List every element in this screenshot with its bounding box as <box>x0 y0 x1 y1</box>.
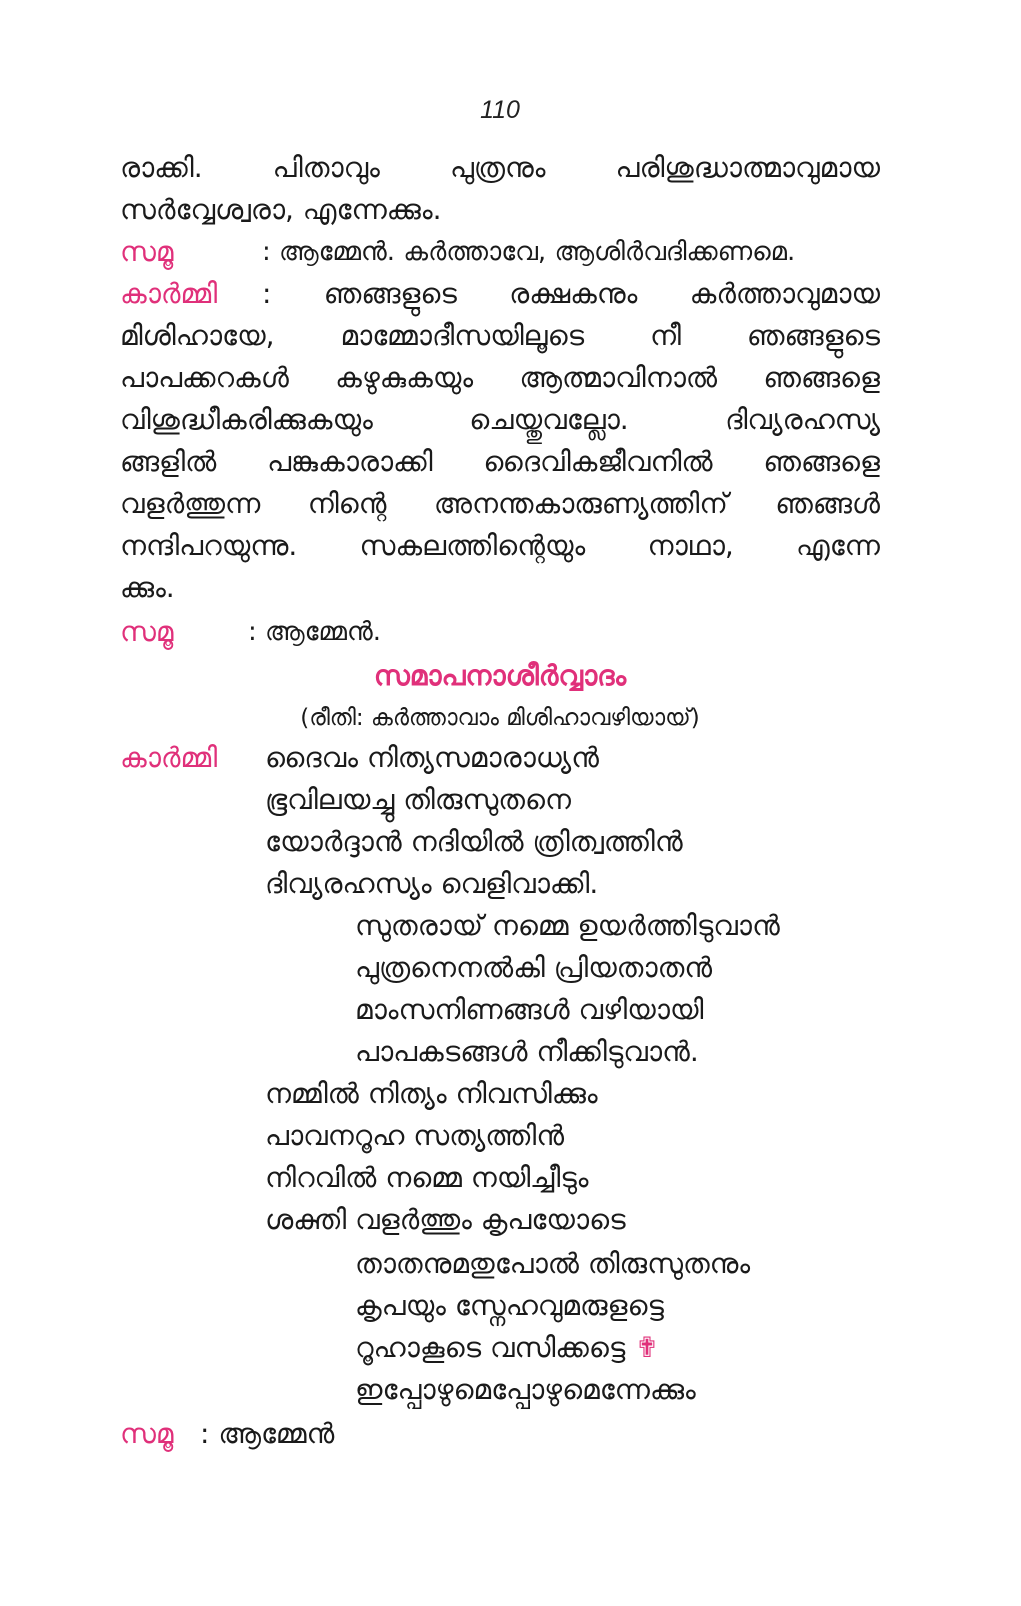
hymn-line: ഭൂവിലയച്ചു തിരുസുതനെ <box>265 783 571 816</box>
hymn-line: യോർദ്ദാൻ നദിയിൽ ത്രിത്വത്തിൻ <box>265 825 683 858</box>
hymn-line-text: റൂഹാകൂടെ വസിക്കട്ടെ <box>355 1331 626 1364</box>
prose-line: രാക്കി. പിതാവും പുത്രനും പരിശുദ്ധാത്മാവുമായ <box>120 151 880 184</box>
section-title: സമാപനാശീർവ്വാദം <box>373 659 627 692</box>
prayer-line: വളർത്തുന്ന നിന്റെ അനന്തകാരുണ്യത്തിന് ഞങ്ങൾ <box>120 487 880 520</box>
speaker-label-congregation: സമൂ <box>120 235 174 268</box>
hymn-line: ശക്തി വളർത്തും കൃപയോടെ <box>265 1203 626 1236</box>
hymn-line-with-cross <box>355 1328 659 1368</box>
prayer-line: : ഞങ്ങളുടെ രക്ഷകനും കർത്താവുമായ <box>262 277 880 310</box>
prose-line: സർവ്വേശ്വരാ, എന്നേക്കും. <box>120 193 442 226</box>
page-number: 110 <box>480 96 520 124</box>
prayer-line: മിശിഹായേ, മാമ്മോദീസയിലൂടെ നീ ഞങ്ങളുടെ <box>120 319 880 352</box>
hymn-line: പാവനറൂഹ സത്യത്തിൻ <box>265 1119 565 1152</box>
hymn-line: താതനുമതുപോൽ തിരുസുതനും <box>355 1247 751 1280</box>
hymn-line: ഇപ്പോഴുമെപ്പോഴുമെന്നേക്കും <box>355 1373 696 1406</box>
prayer-line: ങ്ങളിൽ പങ്കുകാരാക്കി ദൈവികജീവനിൽ ഞങ്ങളെ <box>120 445 880 478</box>
response-text: : ആമ്മേൻ. <box>248 617 382 647</box>
hymn-line: ദൈവം നിത്യസമാരാധ്യൻ <box>265 741 599 774</box>
cross-icon: ✟ <box>635 1331 659 1364</box>
hymn-line: പാപകടങ്ങൾ നീക്കിടുവാൻ. <box>355 1035 699 1068</box>
section-subtitle: (രീതി: കർത്താവാം മിശിഹാവഴിയായ്) <box>300 705 700 731</box>
prayer-line: ക്കും. <box>120 571 175 604</box>
prayer-line: നന്ദിപറയുന്നു. സകലത്തിന്റെയും നാഥാ, എന്നേ <box>120 529 880 562</box>
response-text: : ആമ്മേൻ <box>200 1417 335 1450</box>
hymn-line: നമ്മിൽ നിത്യം നിവസിക്കും <box>265 1077 598 1110</box>
hymn-line: ദിവ്യരഹസ്യം വെളിവാക്കി. <box>265 867 599 900</box>
hymn-line: സുതരായ് നമ്മെ ഉയർത്തിടുവാൻ <box>355 909 780 942</box>
speaker-label-celebrant: കാർമ്മി <box>120 741 218 774</box>
prayer-line: പാപക്കറകൾ കഴുകുകയും ആത്മാവിനാൽ ഞങ്ങളെ <box>120 361 880 394</box>
speaker-label-celebrant: കാർമ്മി <box>120 277 218 310</box>
prayer-line: വിശുദ്ധീകരിക്കുകയും ചെയ്തുവല്ലോ. ദിവ്യരഹസ്യ <box>120 403 880 436</box>
hymn-line: മാംസനിണങ്ങൾ വഴിയായി <box>355 993 704 1026</box>
speaker-label-congregation: സമൂ <box>120 1417 174 1450</box>
response-text: : ആമ്മേൻ. കർത്താവേ, ആശിർവദിക്കണമെ. <box>262 237 796 267</box>
hymn-line: പുത്രനെനൽകി പ്രിയതാതൻ <box>355 951 713 984</box>
hymn-line: നിറവിൽ നമ്മെ നയിച്ചീടും <box>265 1161 589 1194</box>
hymn-line: കൃപയും സ്നേഹവുമരുളട്ടെ <box>355 1289 664 1322</box>
speaker-label-congregation: സമൂ <box>120 615 174 648</box>
